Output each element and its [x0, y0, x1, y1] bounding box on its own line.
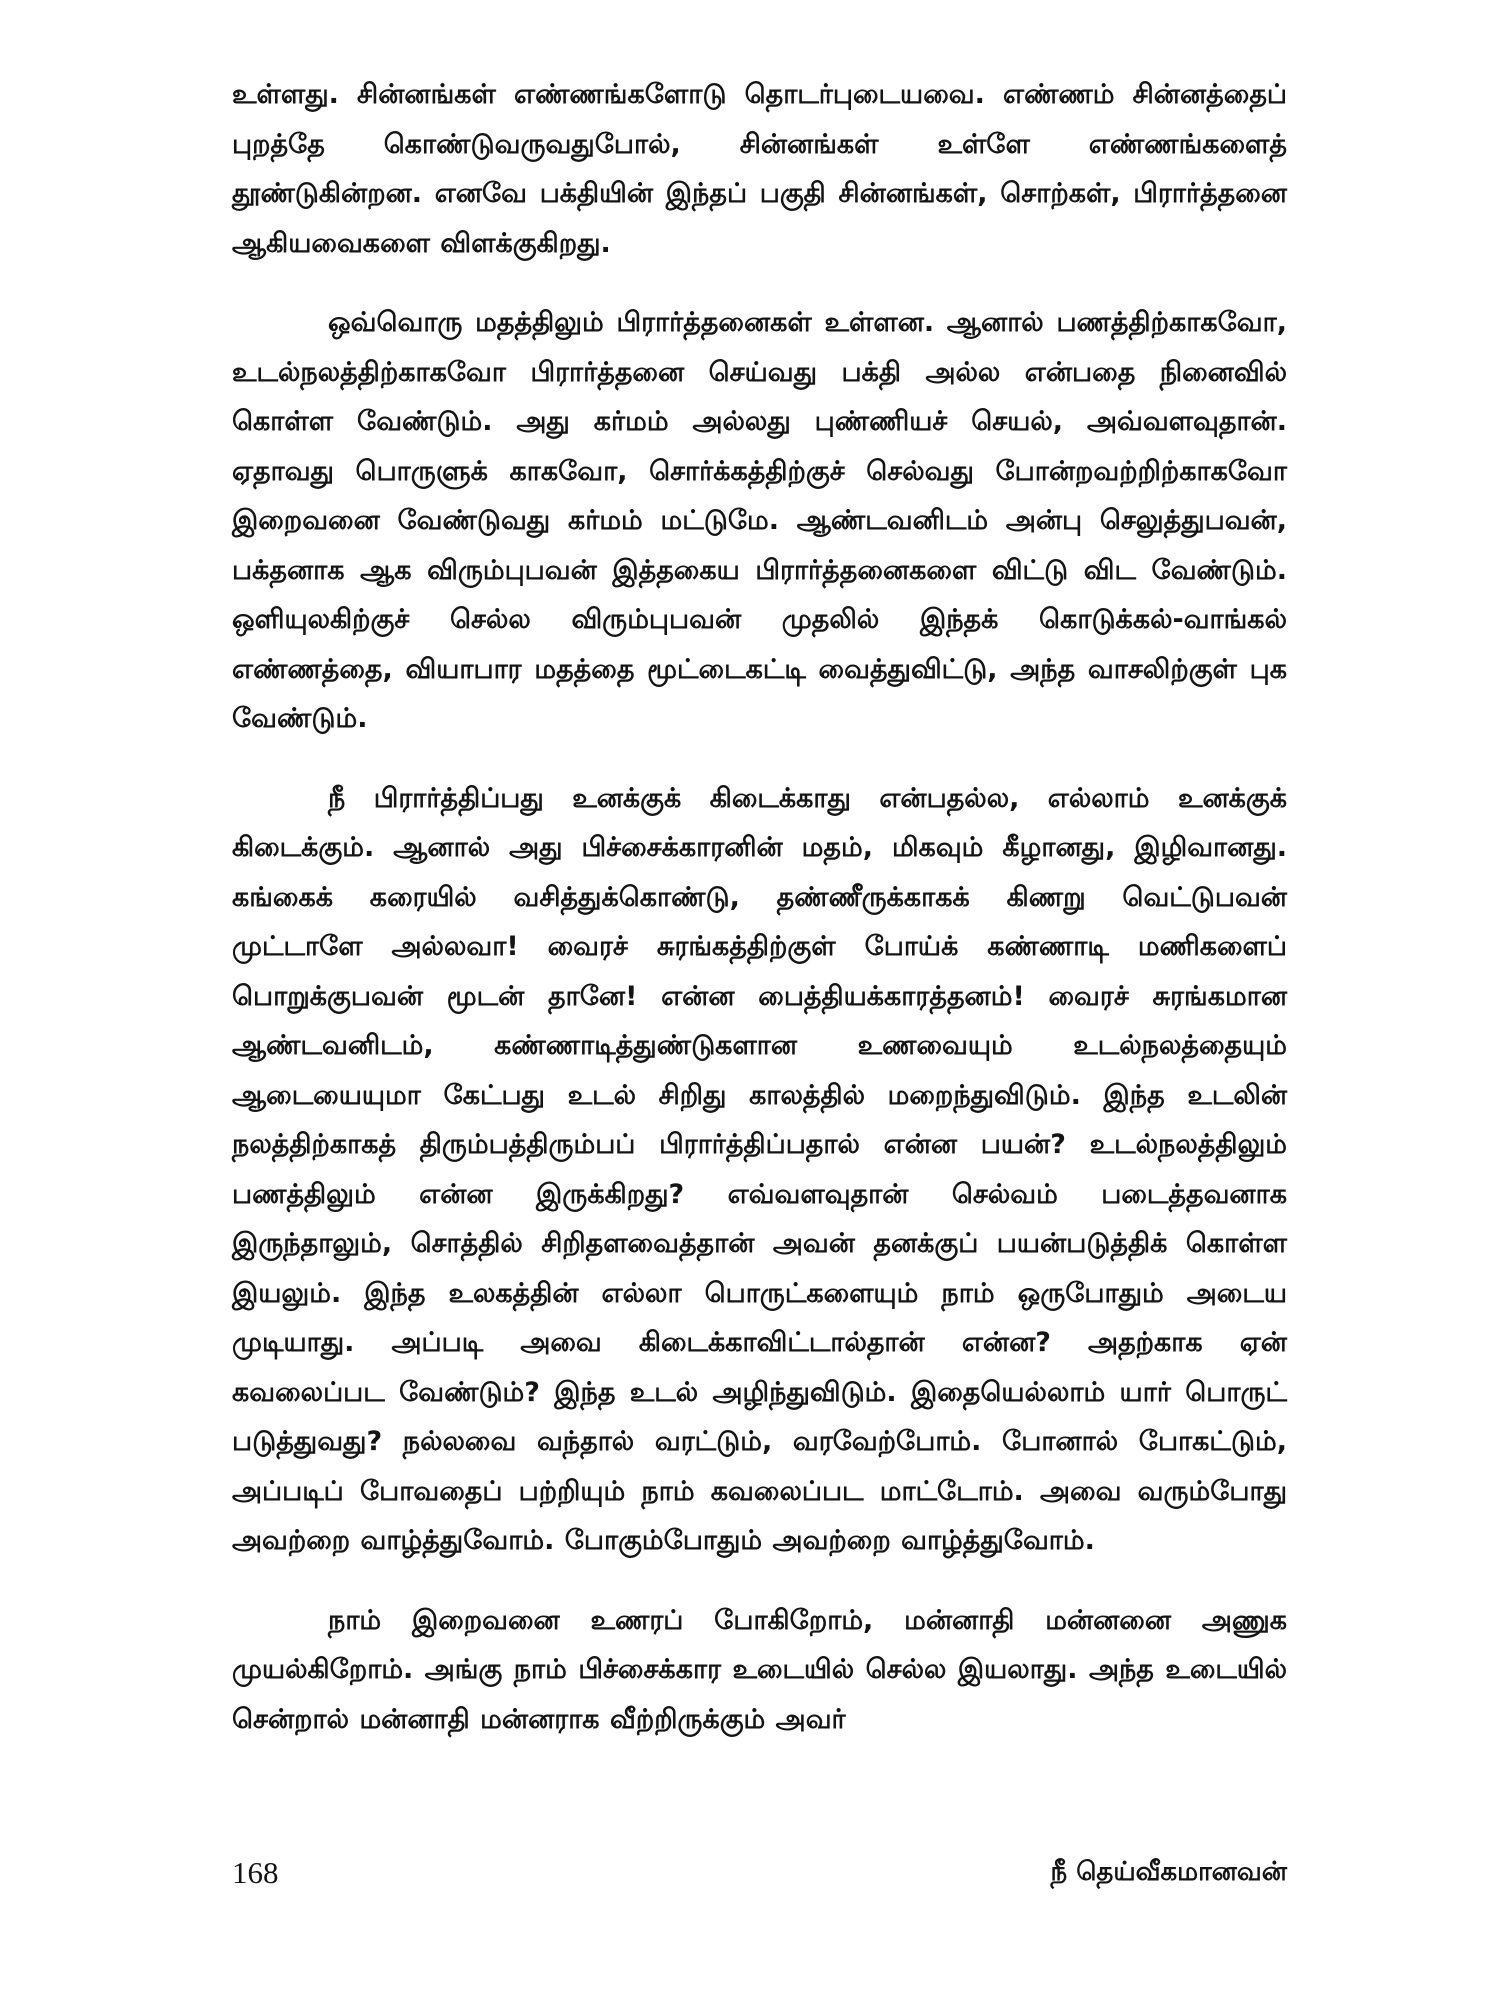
body-text — [232, 70, 1287, 1744]
paragraph-spacer — [232, 744, 1287, 774]
page-number: 168 — [232, 1855, 279, 1890]
paragraph-spacer — [232, 1566, 1287, 1596]
page-footer — [232, 1855, 1287, 1905]
paragraph-1: உள்ளது. சின்னங்கள் எண்ணங்களோடு தொடர்புடையவை. எண்ணம் சின்னத்தைப் புறத்தே கொண்டுவருவதுபோல், சின்னங்கள் உள்ளே எண்ணங்களைத் தூண்டுகின்றன. எனவே பக்தியின் இந்தப் பகுதி சின்னங்கள், சொற்கள், பிரார்த்தனை ஆகியவைகளை விளக்குகிறது. — [232, 79, 1287, 259]
paragraph-4: நாம் இறைவனை உணரப் போகிறோம், மன்னாதி மன்னனை அணுக முயல்கிறோம். அங்கு நாம் பிச்சைக்கார உடையில் செல்ல இயலாது. அந்த உடையில் சென்றால் மன்னாதி மன்னராக வீற்றிருக்கும் அவர் — [232, 1604, 1287, 1735]
running-title: நீ தெய்வீகமானவன் — [1050, 1857, 1287, 1887]
paragraph-spacer — [232, 268, 1287, 298]
paragraph-2: ஒவ்வொரு மதத்திலும் பிரார்த்தனைகள் உள்ளன. ஆனால் பணத்திற்காகவோ, உடல்நலத்திற்காகவோ பிரார்த்தனை செய்வது பக்தி அல்ல என்பதை நினைவில் கொள்ள வேண்டும். அது கர்மம் அல்லது புண்ணியச் செயல், அவ்வளவுதான். ஏதாவது பொருளுக் காகவோ, சொர்க்கத்திற்குச் செல்வது போன்றவற்றிற்காகவோ இறைவனை வேண்டுவது கர்மம் மட்டுமே. ஆண்டவனிடம் அன்பு செலுத்துபவன், பக்தனாக ஆக விரும்புபவன் இத்தகைய பிரார்த்தனைகளை விட்டு விட வேண்டும். ஒளியுலகிற்குச் செல்ல விரும்புபவன் முதலில் இந்தக் கொடுக்கல்-வாங்கல் எண்ணத்தை, வியாபார மதத்தை மூட்டைகட்டி வைத்துவிட்டு, அந்த வாசலிற்குள் புக வேண்டும். — [232, 307, 1287, 734]
paragraph-3: நீ பிரார்த்திப்பது உனக்குக் கிடைக்காது என்பதல்ல, எல்லாம் உனக்குக் கிடைக்கும். ஆனால் அது பிச்சைக்காரனின் மதம், மிகவும் கீழானது, இழிவானது. கங்கைக் கரையில் வசித்துக்கொண்டு, தண்ணீருக்காகக் கிணறு வெட்டுபவன் முட்டாளே அல்லவா! வைரச் சுரங்கத்திற்குள் போய்க் கண்ணாடி மணிகளைப் பொறுக்குபவன் மூடன் தானே! என்ன பைத்தியக்காரத்தனம்! வைரச் சுரங்கமான ஆண்டவனிடம், கண்ணாடித்துண்டுகளான உணவையும் உடல்நலத்தையும் ஆடையையுமா கேட்பது உடல் சிறிது காலத்தில் மறைந்துவிடும். இந்த உடலின் நலத்திற்காகத் திரும்பத்திரும்பப் பிரார்த்திப்பதால் என்ன பயன்? உடல்நலத்திலும் பணத்திலும் என்ன இருக்கிறது? எவ்வளவுதான் செல்வம் படைத்தவனாக இருந்தாலும், சொத்தில் சிறிதளவைத்தான் அவன் தனக்குப் பயன்படுத்திக் கொள்ள இயலும். இந்த உலகத்தின் எல்லா பொருட்களையும் நாம் ஒருபோதும் அடைய முடியாது. அப்படி அவை கிடைக்காவிட்டால்தான் என்ன? அதற்காக ஏன் கவலைப்பட வேண்டும்? இந்த உடல் அழிந்துவிடும். இதையெல்லாம் யார் பொருட் படுத்துவது? நல்லவை வந்தால் வரட்டும், வரவேற்போம். போனால் போகட்டும், அப்படிப் போவதைப் பற்றியும் நாம் கவலைப்பட மாட்டோம். அவை வரும்போது அவற்றை வாழ்த்துவோம். போகும்போதும் அவற்றை வாழ்த்துவோம். — [232, 782, 1287, 1556]
